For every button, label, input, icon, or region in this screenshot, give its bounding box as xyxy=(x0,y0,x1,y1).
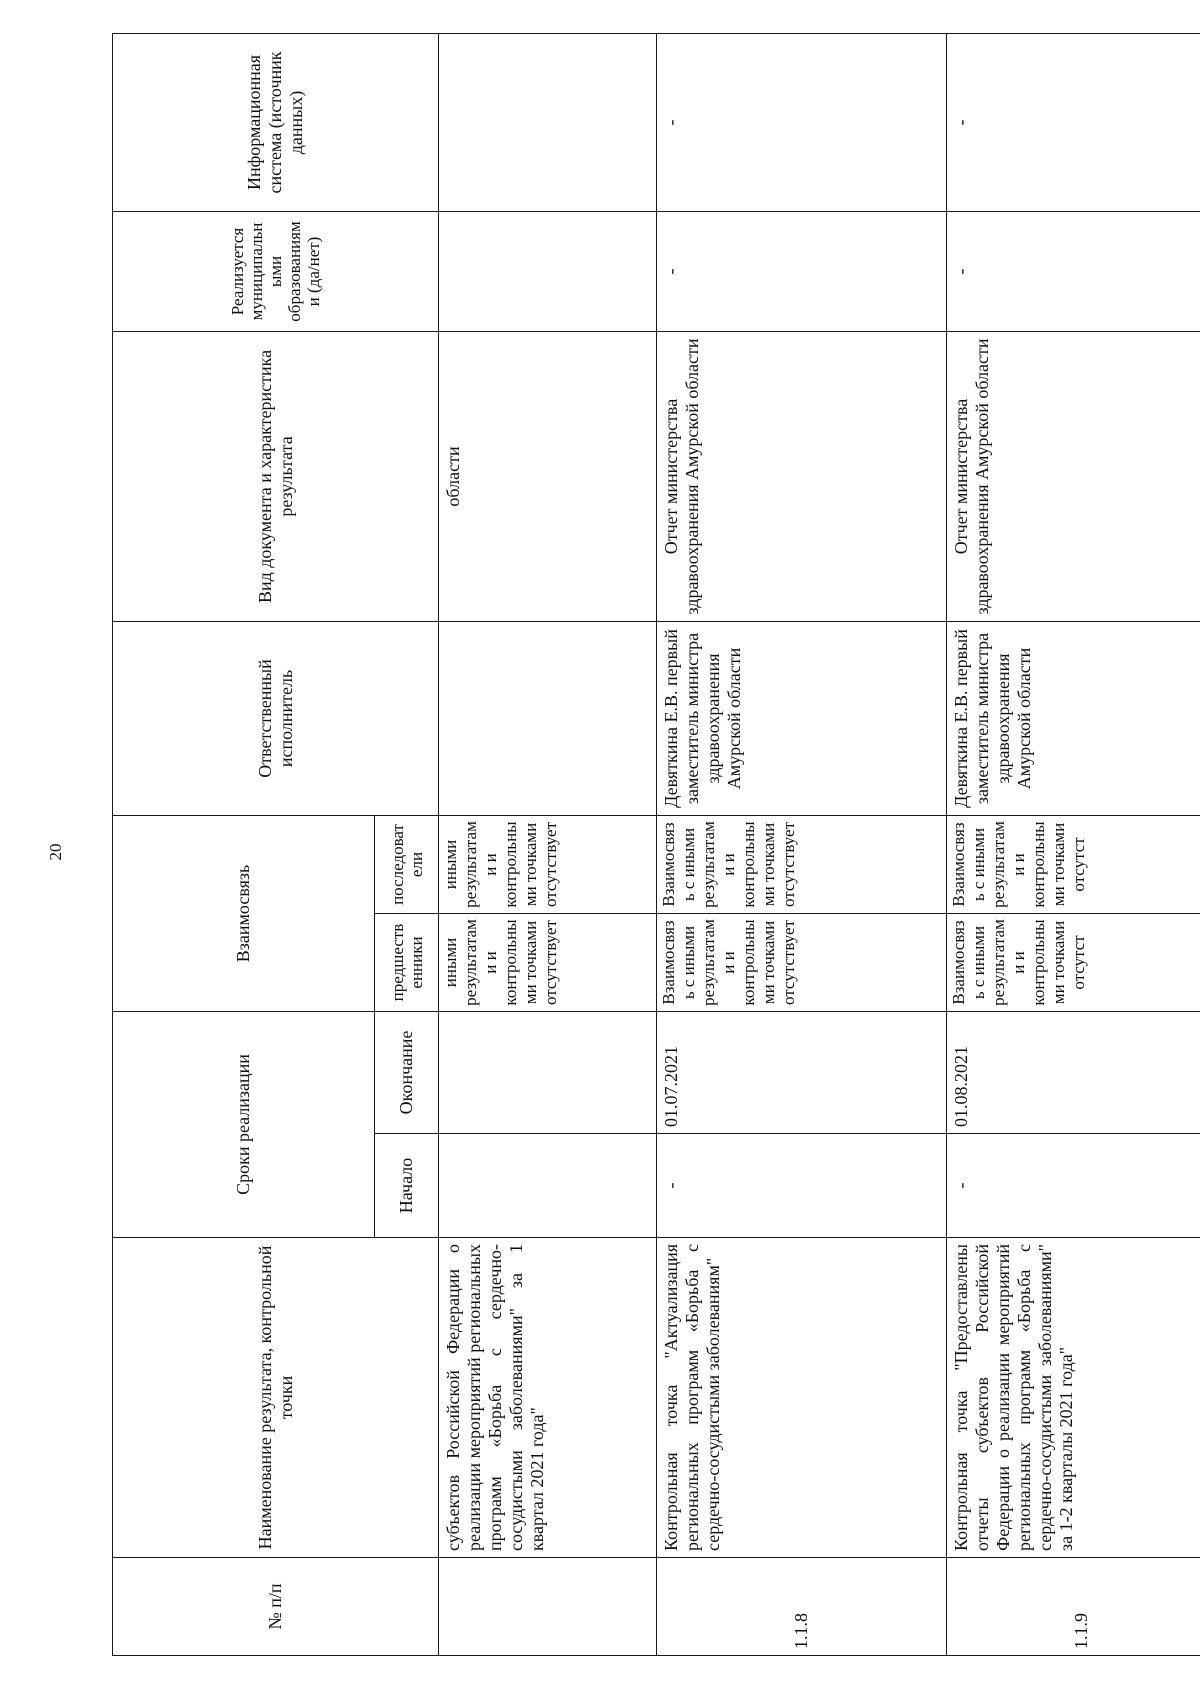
cell-doc-type: области xyxy=(439,331,657,621)
cell-start xyxy=(439,1134,657,1238)
cell-executor: Девяткина Е.В. первый заместитель министра здравоохранения Амурской области xyxy=(657,621,947,815)
cell-successors: Взаимосвязь с иными результатами и контрольными точками отсутствует xyxy=(657,815,947,913)
header-info-system: Информационная система (источник данных) xyxy=(113,33,439,211)
cell-num: 1.1.8 xyxy=(657,1558,947,1656)
results-table xyxy=(112,33,1200,1656)
cell-name: Контрольная точка "Актуализация региональных программ «Борьба с сердечно-сосудистыми заболеваниям" xyxy=(657,1238,947,1558)
header-row xyxy=(113,33,375,1655)
cell-successors: Взаимосвязь с иными результатами и контрольными точками отсутст xyxy=(947,815,1200,913)
header-executor: Ответственный исполнитель xyxy=(113,621,439,815)
cell-predecessors: Взаимосвязь с иными результатами и контрольными точками отсутст xyxy=(947,913,1200,1011)
cell-start: - xyxy=(947,1134,1200,1238)
table-row xyxy=(439,33,657,1655)
header-relation: Взаимосвязь xyxy=(113,815,375,1011)
header-predecessors: предшественники xyxy=(375,913,439,1011)
header-doc-type: Вид документа и характеристика результата xyxy=(113,331,439,621)
cell-executor xyxy=(439,621,657,815)
cell-predecessors: иными результатами и контрольными точками отсутствует xyxy=(439,913,657,1011)
cell-predecessors: Взаимосвязь с иными результатами и контрольными точками отсутствует xyxy=(657,913,947,1011)
cell-info-system xyxy=(439,33,657,211)
cell-info-system: - xyxy=(657,33,947,211)
cell-name: субъектов Российской Федерации о реализации мероприятий региональных программ «Борьба с сердечно-сосудистыми заболеваниями" за 1 квартал 2021 года" xyxy=(439,1238,657,1558)
header-start: Начало xyxy=(375,1134,439,1238)
header-end: Окончание xyxy=(375,1011,439,1133)
table-row xyxy=(657,33,947,1655)
page-number: 20 xyxy=(46,843,65,861)
header-dates: Сроки реализации xyxy=(113,1011,375,1237)
header-successors: последователи xyxy=(375,815,439,913)
cell-executor: Девяткина Е.В. первый заместитель министра здравоохранения Амурской области xyxy=(947,621,1200,815)
cell-municipal: - xyxy=(947,211,1200,331)
cell-num: 1.1.9 xyxy=(947,1558,1200,1656)
cell-end: 01.07.2021 xyxy=(657,1011,947,1133)
cell-end xyxy=(439,1011,657,1133)
table-row xyxy=(947,33,1200,1655)
cell-name: Контрольная точка "Предоставлены отчеты субъектов Российской Федерации о реализации мероприятий региональных программ «Борьба с сердечно-сосудистыми заболеваниями" за 1-2 кварталы 2021 года" xyxy=(947,1238,1200,1558)
cell-end: 01.08.2021 xyxy=(947,1011,1200,1133)
cell-info-system: - xyxy=(947,33,1200,211)
header-municipal: Реализуется муниципальными образованиями (да/нет) xyxy=(113,211,439,331)
table-wrapper xyxy=(112,34,1154,1656)
cell-municipal xyxy=(439,211,657,331)
cell-start: - xyxy=(657,1134,947,1238)
cell-doc-type: Отчет министерства здравоохранения Амурской области xyxy=(947,331,1200,621)
cell-successors: иными результатами и контрольными точками отсутствует xyxy=(439,815,657,913)
header-num: № п/п xyxy=(113,1558,439,1656)
cell-municipal: - xyxy=(657,211,947,331)
cell-doc-type: Отчет министерства здравоохранения Амурской области xyxy=(657,331,947,621)
header-name: Наименование результата, контрольной точки xyxy=(113,1238,439,1558)
cell-num xyxy=(439,1558,657,1656)
